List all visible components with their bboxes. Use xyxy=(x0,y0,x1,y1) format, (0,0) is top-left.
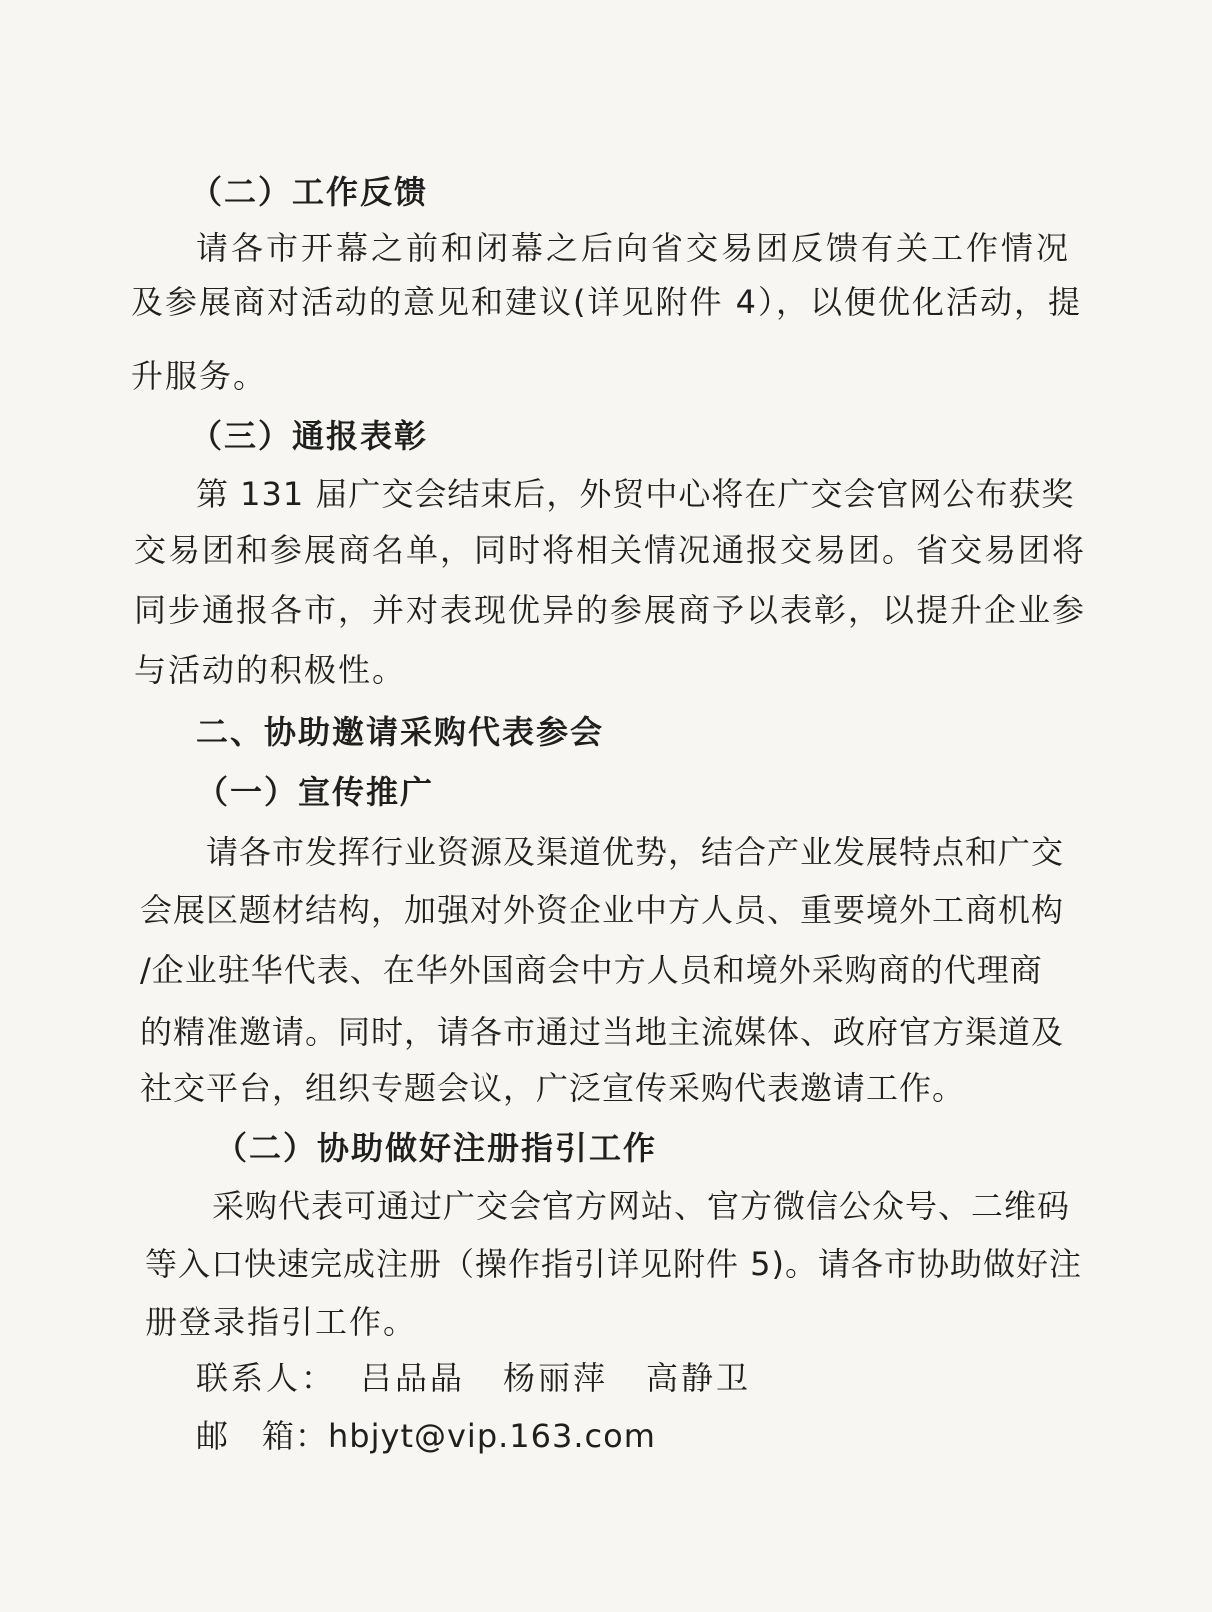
section-heading-registration-guide: （二）协助做好注册指引工作 xyxy=(215,1129,658,1167)
contact-name: 高静卫 xyxy=(646,1359,752,1397)
paragraph-line: 册登录指引工作。 xyxy=(145,1303,418,1341)
paragraph-line: 同步通报各市，并对表现优异的参展商予以表彰，以提升企业参 xyxy=(134,591,1087,629)
contact-line xyxy=(196,1358,751,1398)
contact-label: 联系人： xyxy=(196,1359,337,1397)
email-address: hbjyt@vip.163.com xyxy=(328,1417,656,1455)
section-heading-work-feedback: （二）工作反馈 xyxy=(190,173,429,211)
paragraph-line: 升服务。 xyxy=(131,357,268,395)
email-label: 邮 箱： xyxy=(196,1417,329,1455)
contact-name: 杨丽萍 xyxy=(503,1359,609,1397)
paragraph-line: 请各市发挥行业资源及渠道优势，结合产业发展特点和广交 xyxy=(206,833,1065,871)
paragraph-line: 会展区题材结构，加强对外资企业中方人员、重要境外工商机构 xyxy=(140,891,1065,929)
email-line xyxy=(196,1416,656,1456)
paragraph-line: 及参展商对活动的意见和建议(详见附件 4），以便优化活动，提 xyxy=(131,283,1083,321)
paragraph-line: 交易团和参展商名单，同时将相关情况通报交易团。省交易团将 xyxy=(134,531,1087,569)
section-heading-promotion: （一）宣传推广 xyxy=(196,773,435,811)
paragraph-line: 的精准邀请。同时，请各市通过当地主流媒体、政府官方渠道及 xyxy=(140,1013,1065,1051)
contact-name: 吕品晶 xyxy=(360,1359,466,1397)
section-heading-commendation: （三）通报表彰 xyxy=(190,417,429,455)
paragraph-line: 请各市开幕之前和闭幕之后向省交易团反馈有关工作情况 xyxy=(196,229,1072,267)
paragraph-line: 与活动的积极性。 xyxy=(134,651,407,689)
paragraph-line: 采购代表可通过广交会官方网站、官方微信公众号、二维码 xyxy=(212,1187,1071,1225)
paragraph-line: /企业驻华代表、在华外国商会中方人员和境外采购商的代理商 xyxy=(140,951,1043,989)
section-heading-invite-buyers: 二、协助邀请采购代表参会 xyxy=(196,713,605,751)
paragraph-line: 等入口快速完成注册（操作指引详见附件 5)。请各市协助做好注 xyxy=(145,1245,1083,1283)
paragraph-line: 第 131 届广交会结束后，外贸中心将在广交会官网公布获奖 xyxy=(196,475,1075,513)
paragraph-line: 社交平台，组织专题会议，广泛宣传采购代表邀请工作。 xyxy=(140,1069,966,1107)
